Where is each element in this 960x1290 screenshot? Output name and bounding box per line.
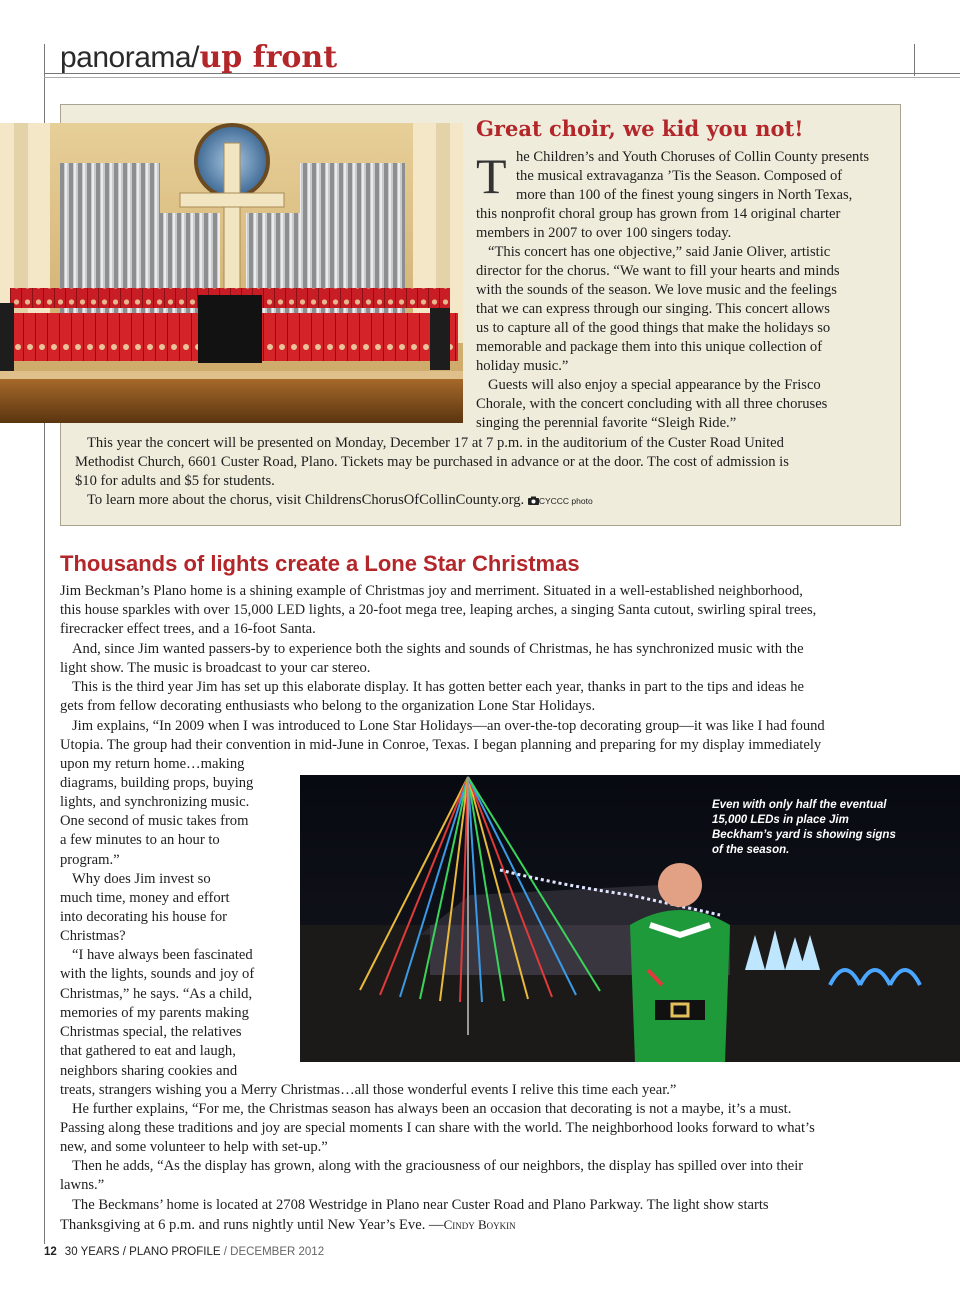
choir-text-line: that we can express through our singing. This concert allows [476, 301, 830, 317]
photo-caption: Even with only half the eventual 15,000 LEDs in place Jim Beckham’s yard is showing signs of the season. [712, 799, 896, 856]
lights-text-line: Christmas special, the relatives [60, 1024, 242, 1040]
choir-text-line: Methodist Church, 6601 Custer Road, Plano. Tickets may be purchased in advance or at the door. The cost of admission is [75, 454, 789, 470]
lights-text-line: “I have always been fascinated [72, 947, 253, 963]
lights-text-line: The Beckmans’ home is located at 2708 Westridge in Plano near Custer Road and Plano Parkway. The light show starts [72, 1197, 769, 1213]
lights-text-line: Christmas? [60, 928, 126, 944]
choir-text-line: us to capture all of the good things that make the holidays so [476, 320, 831, 336]
lights-text-line: gets from fellow decorating enthusiasts who belong to the organization Lone Star Holidays. [60, 698, 596, 714]
lights-text-line: that gathered to eat and laugh, [60, 1043, 236, 1059]
section-subkicker: up front [199, 40, 338, 75]
choir-text-line: director for the chorus. “We want to fill your hearts and minds [476, 263, 840, 279]
publication-name: 30 YEARS / PLANO PROFILE [64, 1246, 221, 1258]
lights-text-line: much time, money and effort [60, 890, 230, 906]
lights-text-line: Utopia. The group had their convention in mid-June in Conroe, Texas. I began planning and preparing for my display immediately [60, 737, 822, 753]
lights-text-line: Jim explains, “In 2009 when I was introduced to Lone Star Holidays—an over-the-top decorating group—it was like I had found [72, 718, 825, 734]
issue-date: / DECEMBER 2012 [223, 1246, 325, 1258]
choir-text-line: this nonprofit choral group has grown from 14 original charter [476, 206, 841, 222]
lights-headline: Thousands of lights create a Lone Star Christmas [60, 551, 580, 576]
lights-text-line: One second of music takes from [60, 813, 249, 829]
lights-text-line: into decorating his house for [60, 909, 227, 925]
lights-text-line: a few minutes to an hour to [60, 832, 220, 848]
lights-text-line: Then he adds, “As the display has grown, along with the graciousness of our neighbors, the display has spilled over into their [72, 1158, 804, 1174]
lights-text-line: lawns.” [60, 1177, 105, 1193]
camera-icon [528, 496, 539, 505]
lights-text-line: upon my return home…making [60, 756, 245, 772]
lights-text-line: Why does Jim invest so [72, 871, 211, 887]
lights-text-line: Passing along these traditions and joy are special moments I can share with the world. The neighborhood looks forward to what’s [60, 1120, 815, 1136]
lights-text-line: memories of my parents making [60, 1005, 249, 1021]
choir-text-line: singing the perennial favorite “Sleigh Ride.” [476, 415, 737, 431]
header-rule-secondary [44, 77, 960, 78]
page-number: 12 [44, 1246, 57, 1258]
lights-text-line: light show. The music is broadcast to your car stereo. [60, 660, 371, 676]
section-kicker: panorama [60, 41, 192, 74]
choir-headline: Great choir, we kid you not! [476, 116, 804, 141]
lights-text-line: diagrams, building props, buying [60, 775, 254, 791]
choir-text-line: “This concert has one objective,” said Janie Oliver, artistic [488, 244, 831, 260]
choir-text-line: he Children’s and Youth Choruses of Collin County presents [516, 149, 870, 165]
choir-text-line: memorable and package them into this unique collection of [476, 339, 823, 355]
section-kicker-separator: / [191, 41, 200, 74]
choir-website-line: To learn more about the chorus, visit ChildrensChorusOfCollinCounty.org. [87, 492, 525, 508]
page-footer [44, 1246, 324, 1258]
lights-text-line: program.” [60, 852, 120, 868]
choir-text-line: more than 100 of the finest young singers in North Texas, [516, 187, 853, 203]
choir-text-line: the musical extravaganza ’Tis the Season. Composed of [516, 168, 843, 184]
choir-text-line: Guests will also enjoy a special appearance by the Frisco [488, 377, 821, 393]
choir-text-line: with the sounds of the season. We love music and the feelings [476, 282, 837, 298]
drop-cap: T [476, 148, 507, 204]
byline: Cindy Boykin [443, 1217, 516, 1232]
lights-text-line [60, 1215, 516, 1235]
choir-text-line: members in 2007 to over 100 singers today. [476, 225, 732, 241]
lights-text-line: this house sparkles with over 15,000 LED lights, a 20-foot mega tree, leaping arches, a singing Santa cutout, swirling spiral trees, [60, 602, 817, 618]
lights-text-line: lights, and synchronizing music. [60, 794, 250, 810]
lights-text-line: new, and some volunteer to help with set-up.” [60, 1139, 328, 1155]
photo-credit: CYCCC photo [538, 496, 593, 506]
section-header [60, 40, 337, 76]
lights-text-line: This is the third year Jim has set up this elaborate display. It has gotten better each year, thanks in part to the tips and ideas he [72, 679, 805, 695]
choir-text-line [87, 491, 593, 511]
lights-text-line: neighbors sharing cookies and [60, 1063, 238, 1079]
lights-text-line: Christmas,” he says. “As a child, [60, 986, 253, 1002]
choir-text-line: Chorale, with the concert concluding with all three choruses [476, 396, 828, 412]
lights-text-line: firecracker effect trees, and a 16-foot Santa. [60, 621, 316, 637]
choir-photo [0, 123, 463, 423]
lights-text-line: And, since Jim wanted passers-by to experience both the sights and sounds of Christmas, he has synchronized music with the [72, 641, 804, 657]
lights-text-line: treats, strangers wishing you a Merry Christmas…all those wonderful events I relive this time each year.” [60, 1082, 677, 1098]
lights-text-line: with the lights, sounds and joy of [60, 966, 255, 982]
choir-text-line: $10 for adults and $5 for students. [75, 473, 275, 489]
choir-text-line: This year the concert will be presented on Monday, December 17 at 7 p.m. in the auditorium of the Custer Road United [87, 435, 784, 451]
lights-text-line: He further explains, “For me, the Christmas season has always been an occasion that decorating is not a maybe, it’s a must. [72, 1101, 792, 1117]
header-right-rule [914, 44, 915, 76]
lights-last-line: Thanksgiving at 6 p.m. and runs nightly until New Year’s Eve. — [60, 1217, 444, 1233]
choir-text-line: holiday music.” [476, 358, 569, 374]
lights-text-line: Jim Beckman’s Plano home is a shining example of Christmas joy and merriment. Situated in a well-established neighborhood, [60, 583, 803, 599]
